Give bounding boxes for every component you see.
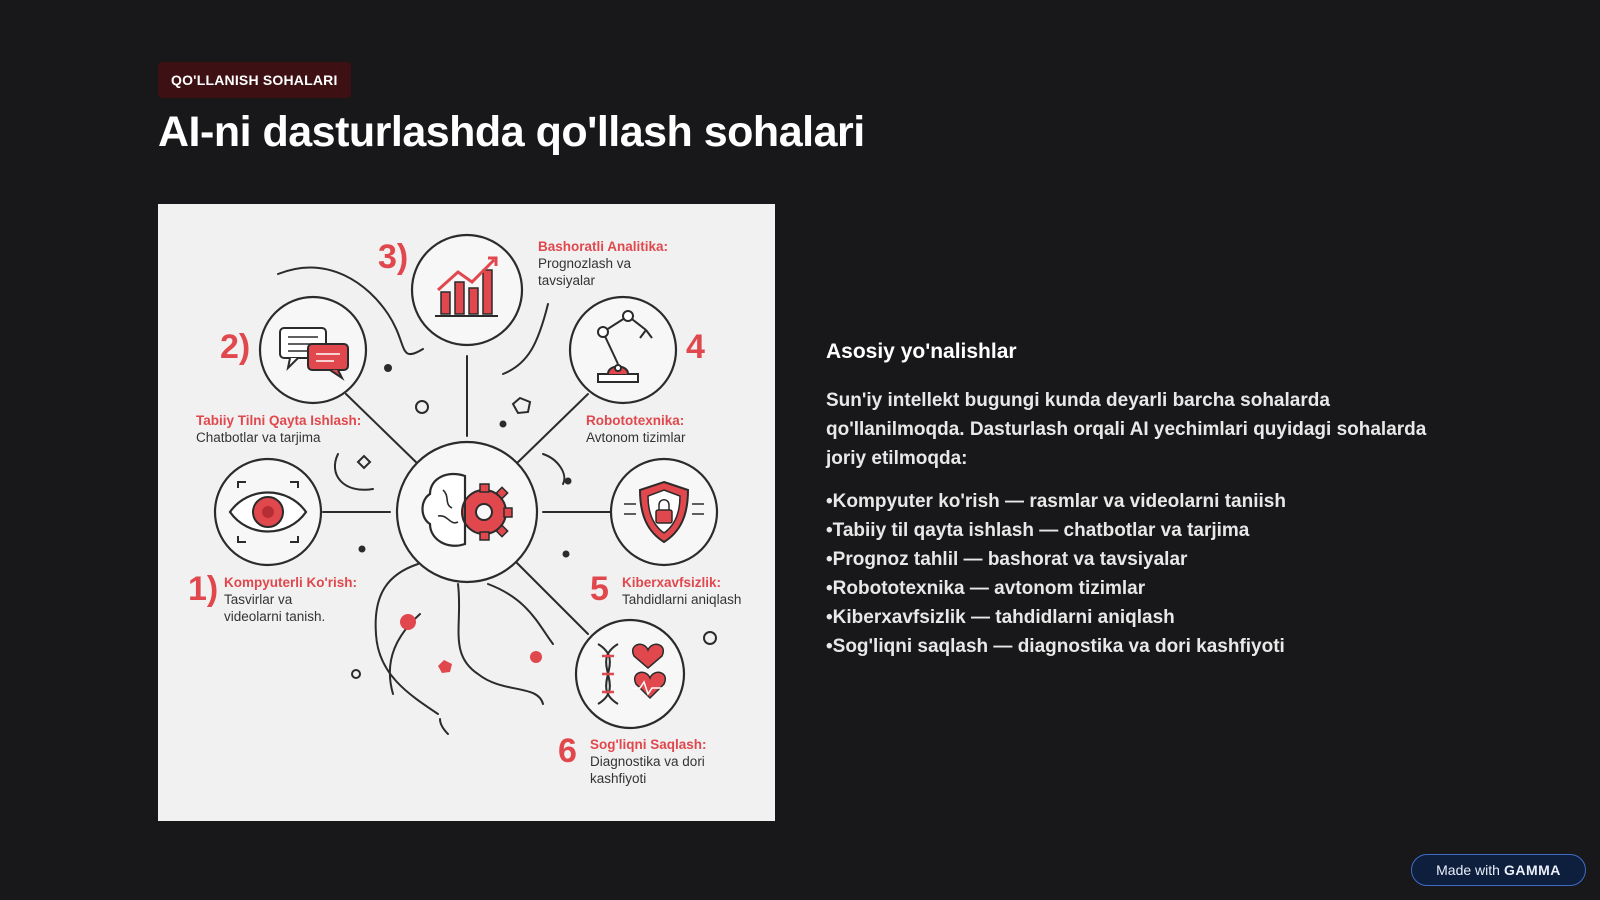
section-badge: QO'LLANISH SOHALARI: [158, 62, 351, 98]
list-item: •Kompyuter ko'rish — rasmlar va videolarni taniish: [826, 491, 1286, 512]
item-number-6: 6: [558, 732, 577, 770]
gamma-prefix: Made with: [1436, 862, 1500, 878]
list-item: •Tabiiy til qayta ishlash — chatbotlar va tarjima: [826, 520, 1250, 541]
illustration-graphic: [158, 204, 775, 821]
list-item: •Kiberxavfsizlik — tahdidlarni aniqlash: [826, 607, 1175, 628]
gamma-logo: GAMMA: [1503, 862, 1561, 878]
item-label-2: Tabiiy Tilni Qayta Ishlash: Chatbotlar va tarjima: [196, 413, 362, 445]
item-label-5: Kiberxavfsizlik: Tahdidlarni aniqlash: [622, 575, 742, 607]
info-panel: [826, 340, 1446, 661]
item-label-3: Bashoratli Analitika: Prognozlash va tavsiyalar: [538, 239, 669, 288]
item-number-4: 4: [686, 328, 705, 366]
list-item: •Robototexnika — avtonom tizimlar: [826, 578, 1146, 599]
list-item: •Prognoz tahlil — bashorat va tavsiyalar: [826, 549, 1188, 570]
item-number-1: 1): [188, 570, 219, 608]
page-title: AI-ni dasturlashda qo'llash sohalari: [158, 108, 865, 156]
item-number-2: 2): [220, 328, 251, 366]
bullet-list: [826, 487, 1446, 661]
panel-paragraph: Sun'iy intellekt bugungi kunda deyarli barcha sohalarda qo'llanilmoqda. Dasturlash orqali AI yechimlari quyidagi sohalarda joriy etilmoqda:: [826, 390, 1427, 469]
list-item: •Sog'liqni saqlash — diagnostika va dori kashfiyoti: [826, 636, 1285, 657]
made-with-gamma-button[interactable]: [1411, 854, 1586, 886]
item-label-1: Kompyuterli Ko'rish: Tasvirlar va videolarni tanish.: [224, 575, 357, 624]
item-label-4: Robototexnika: Avtonom tizimlar: [586, 413, 686, 445]
item-number-3: 3): [378, 238, 409, 276]
analytics-circle: [412, 235, 522, 345]
item-number-5: 5: [590, 570, 609, 608]
panel-subtitle: Asosiy yo'nalishlar: [826, 340, 1017, 363]
item-label-6: Sog'liqni Saqlash: Diagnostika va dori kashfiyoti: [590, 737, 707, 786]
ai-applications-illustration: [158, 204, 775, 821]
